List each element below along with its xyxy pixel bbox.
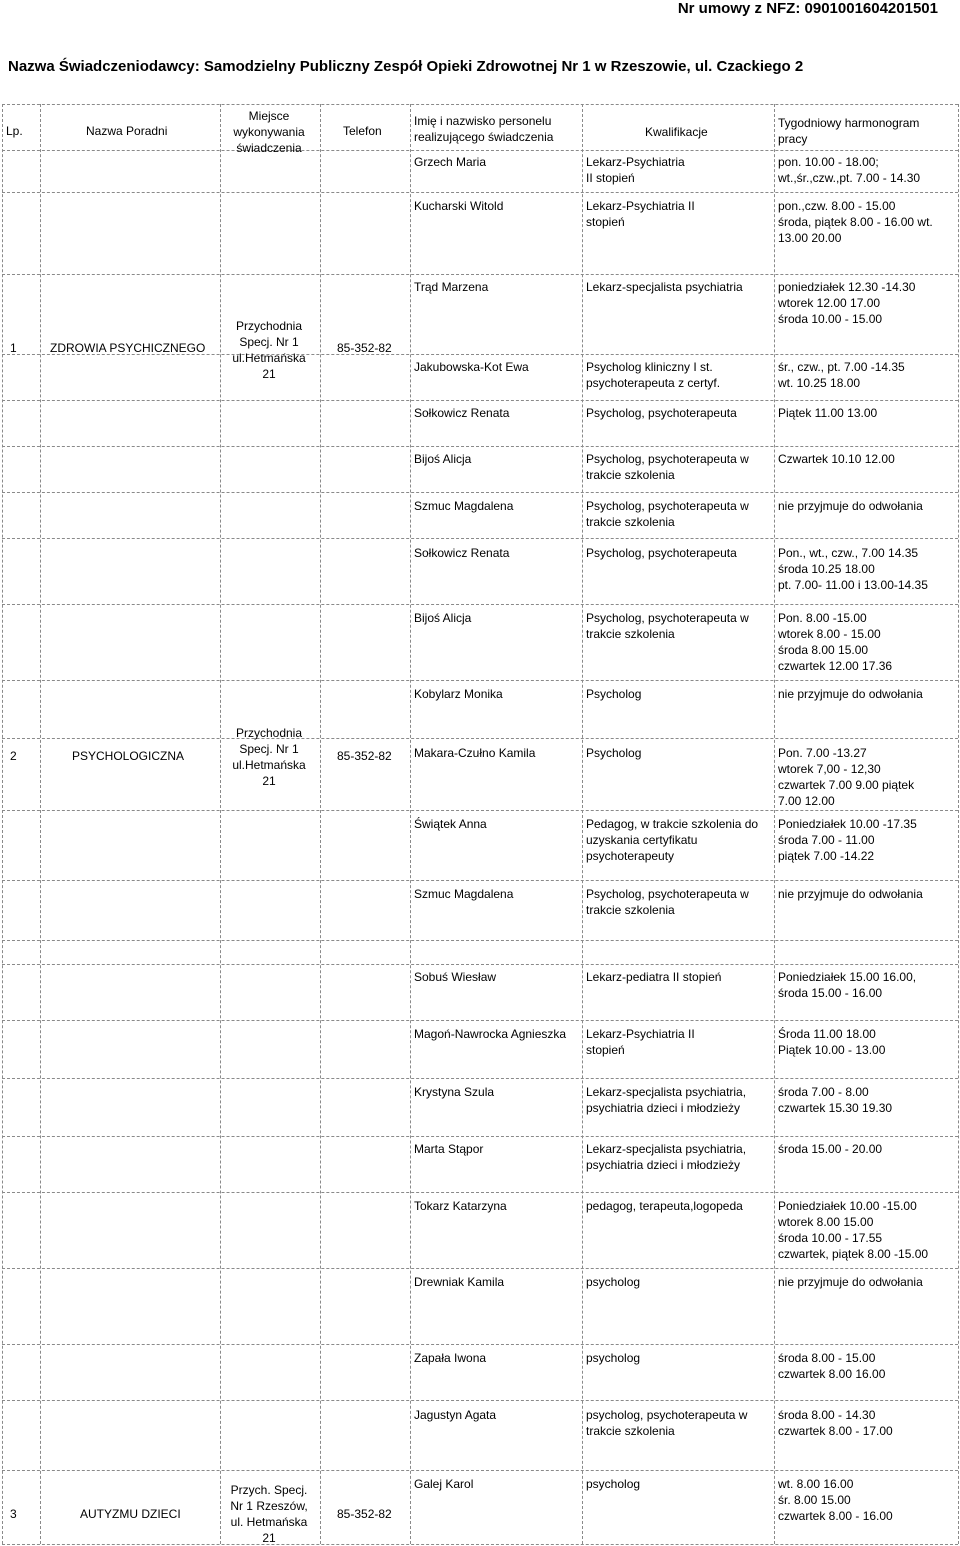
staff-schedule: nie przyjmuje do odwołania <box>778 887 923 901</box>
staff-schedule: środa 7.00 - 8.00 czwartek 15.30 19.30 <box>778 1085 893 1115</box>
staff-name: Kobylarz Monika <box>414 687 503 701</box>
staff-name: Sobuś Wiesław <box>414 970 497 984</box>
staff-name: Bijoś Alicja <box>414 611 472 625</box>
staff-qualification: psycholog <box>586 1275 641 1289</box>
staff-schedule: środa 8.00 - 15.00 czwartek 8.00 16.00 <box>778 1351 886 1381</box>
staff-qualification: Psycholog, psychoterapeuta w trakcie szkolenia <box>586 887 749 917</box>
header-telefon: Telefon <box>343 124 382 138</box>
grid-row-line <box>2 1078 958 1079</box>
grid-column-line <box>40 104 41 1544</box>
staff-qualification: Lekarz-specjalista psychiatria, psychiatria dzieci i młodzieży <box>586 1085 747 1115</box>
grid-row-line <box>2 274 958 275</box>
grid-row-line <box>2 1268 958 1269</box>
header-miejsce: Miejsce wykonywania świadczenia <box>233 109 305 155</box>
staff-qualification: Lekarz-Psychiatria II stopień <box>586 1027 695 1057</box>
staff-name: Szmuc Magdalena <box>414 887 514 901</box>
staff-schedule: Poniedziałek 10.00 -17.35 środa 7.00 - 11.00 piątek 7.00 -14.22 <box>778 817 917 863</box>
staff-qualification: Psycholog <box>586 687 642 701</box>
grid-row-line <box>2 400 958 401</box>
staff-name: Jakubowska-Kot Ewa <box>414 360 529 374</box>
grid-column-line <box>220 104 221 1544</box>
staff-schedule: Pon. 8.00 -15.00 wtorek 8.00 - 15.00 środa 8.00 15.00 czwartek 12.00 17.36 <box>778 611 893 673</box>
header-kwalifikacje: Kwalifikacje <box>645 125 708 139</box>
grid-column-line <box>958 104 959 1544</box>
staff-name: Szmuc Magdalena <box>414 499 514 513</box>
section-lp: 3 <box>10 1507 17 1521</box>
staff-qualification: Lekarz-specjalista psychiatria <box>586 280 743 294</box>
grid-row-line <box>2 680 958 681</box>
staff-qualification: Pedagog, w trakcie szkolenia do uzyskania certyfikatu psychoterapeuty <box>586 817 759 863</box>
grid-row-line <box>2 940 958 941</box>
staff-schedule: poniedziałek 12.30 -14.30 wtorek 12.00 17.00 środa 10.00 - 15.00 <box>778 280 916 326</box>
grid-column-line <box>2 104 3 1544</box>
section-location: Przychodnia Specj. Nr 1 ul.Hetmańska 21 <box>232 726 306 788</box>
staff-schedule: Pon. 7.00 -13.27 wtorek 7,00 - 12,30 czwartek 7.00 9.00 piątek 7.00 12.00 <box>778 746 915 808</box>
staff-schedule: Pon., wt., czw., 7.00 14.35 środa 10.25 18.00 pt. 7.00- 11.00 i 13.00-14.35 <box>778 546 928 592</box>
staff-name: Sołkowicz Renata <box>414 546 510 560</box>
staff-schedule: śr., czw., pt. 7.00 -14.35 wt. 10.25 18.00 <box>778 360 905 390</box>
grid-row-line <box>2 964 958 965</box>
grid-row-line <box>2 1470 958 1471</box>
staff-qualification: Psycholog kliniczny I st. psychoterapeuta z certyf. <box>586 360 721 390</box>
section-clinic-name: AUTYZMU DZIECI <box>80 1507 181 1521</box>
header-harmonogram: Tygodniowy harmonogram pracy <box>778 116 920 146</box>
grid-row-line <box>2 104 958 105</box>
staff-name: Galej Karol <box>414 1477 474 1491</box>
staff-name: Grzech Maria <box>414 155 487 169</box>
staff-name: Magoń-Nawrocka Agnieszka <box>414 1027 567 1041</box>
staff-schedule: Poniedziałek 15.00 16.00, środa 15.00 - 16.00 <box>778 970 917 1000</box>
staff-name: Trąd Marzena <box>414 280 489 294</box>
header-lp: Lp. <box>6 124 23 138</box>
grid-row-line <box>2 538 958 539</box>
staff-name: Marta Stąpor <box>414 1142 484 1156</box>
staff-schedule: środa 8.00 - 14.30 czwartek 8.00 - 17.00 <box>778 1408 893 1438</box>
grid-column-line <box>320 104 321 1544</box>
grid-row-line <box>2 1400 958 1401</box>
staff-qualification: Psycholog, psychoterapeuta <box>586 546 737 560</box>
section-clinic-name: ZDROWIA PSYCHICZNEGO <box>50 341 206 355</box>
staff-schedule: Środa 11.00 18.00 Piątek 10.00 - 13.00 <box>778 1027 886 1057</box>
staff-qualification: Lekarz-Psychiatria II stopień <box>586 155 685 185</box>
staff-qualification: Psycholog, psychoterapeuta w trakcie szkolenia <box>586 499 749 529</box>
staff-schedule: nie przyjmuje do odwołania <box>778 687 923 701</box>
staff-schedule: pon.,czw. 8.00 - 15.00 środa, piątek 8.00 - 16.00 wt. 13.00 20.00 <box>778 199 933 245</box>
staff-qualification: psycholog <box>586 1477 641 1491</box>
staff-qualification: psycholog <box>586 1351 641 1365</box>
staff-name: Jagustyn Agata <box>414 1408 497 1422</box>
staff-qualification: Psycholog <box>586 746 642 760</box>
staff-qualification: Psycholog, psychoterapeuta w trakcie szkolenia <box>586 611 749 641</box>
grid-row-line <box>2 880 958 881</box>
staff-name: Drewniak Kamila <box>414 1275 505 1289</box>
grid-column-line <box>774 104 775 1544</box>
staff-qualification: Lekarz-Psychiatria II stopień <box>586 199 695 229</box>
grid-row-line <box>2 150 958 151</box>
section-clinic-name: PSYCHOLOGICZNA <box>72 749 185 763</box>
grid-row-line <box>2 446 958 447</box>
staff-schedule: Piątek 11.00 13.00 <box>778 406 878 420</box>
staff-name: Tokarz Katarzyna <box>414 1199 507 1213</box>
grid-row-line <box>2 738 958 739</box>
provider-name: Nazwa Świadczeniodawcy: Samodzielny Publiczny Zespół Opieki Zdrowotnej Nr 1 w Rzeszowie, ul. Czackiego 2 <box>8 58 804 75</box>
staff-name: Zapała Iwona <box>414 1351 487 1365</box>
header-nazwa-poradni: Nazwa Poradni <box>86 124 168 138</box>
grid-row-line <box>2 1544 958 1545</box>
grid-row-line <box>2 1344 958 1345</box>
section-location: Przych. Specj. Nr 1 Rzeszów, ul. Hetmańska 21 <box>230 1483 308 1545</box>
staff-name: Makara-Czułno Kamila <box>414 746 536 760</box>
staff-schedule: pon. 10.00 - 18.00; wt.,śr.,czw.,pt. 7.00 - 14.30 <box>778 155 921 185</box>
grid-row-line <box>2 192 958 193</box>
contract-number: Nr umowy z NFZ: 0901001604201501 <box>677 0 938 17</box>
section-phone: 85-352-82 <box>337 749 392 763</box>
staff-name: Bijoś Alicja <box>414 452 472 466</box>
grid-column-line <box>582 104 583 1544</box>
staff-schedule: nie przyjmuje do odwołania <box>778 499 923 513</box>
section-location: Przychodnia Specj. Nr 1 ul.Hetmańska 21 <box>232 319 306 381</box>
staff-name: Kucharski Witold <box>414 199 504 213</box>
section-lp: 2 <box>10 749 17 763</box>
staff-qualification: Lekarz-specjalista psychiatria, psychiatria dzieci i młodzieży <box>586 1142 747 1172</box>
section-lp: 1 <box>10 341 17 355</box>
staff-qualification: psycholog, psychoterapeuta w trakcie szkolenia <box>586 1408 748 1438</box>
staff-name: Sołkowicz Renata <box>414 406 510 420</box>
staff-schedule: Czwartek 10.10 12.00 <box>778 452 895 466</box>
grid-column-line <box>410 104 411 1544</box>
section-phone: 85-352-82 <box>337 341 392 355</box>
staff-schedule: wt. 8.00 16.00 śr. 8.00 15.00 czwartek 8.00 - 16.00 <box>778 1477 893 1523</box>
staff-schedule: Poniedziałek 10.00 -15.00 wtorek 8.00 15.00 środa 10.00 - 17.55 czwartek, piątek 8.00 -15.00 <box>778 1199 929 1261</box>
section-phone: 85-352-82 <box>337 1507 392 1521</box>
staff-qualification: Psycholog, psychoterapeuta w trakcie szkolenia <box>586 452 749 482</box>
grid-row-line <box>2 810 958 811</box>
grid-row-line <box>2 1136 958 1137</box>
staff-qualification: Psycholog, psychoterapeuta <box>586 406 737 420</box>
staff-schedule: środa 15.00 - 20.00 <box>778 1142 883 1156</box>
staff-name: Świątek Anna <box>414 817 487 831</box>
grid-row-line <box>2 1020 958 1021</box>
header-imie-nazwisko: Imię i nazwisko personelu realizującego świadczenia <box>414 114 554 144</box>
staff-qualification: Lekarz-pediatra II stopień <box>586 970 722 984</box>
staff-qualification: pedagog, terapeuta,logopeda <box>586 1199 743 1213</box>
grid-row-line <box>2 1192 958 1193</box>
grid-row-line <box>2 492 958 493</box>
staff-schedule: nie przyjmuje do odwołania <box>778 1275 923 1289</box>
grid-row-line <box>2 604 958 605</box>
staff-name: Krystyna Szula <box>414 1085 495 1099</box>
